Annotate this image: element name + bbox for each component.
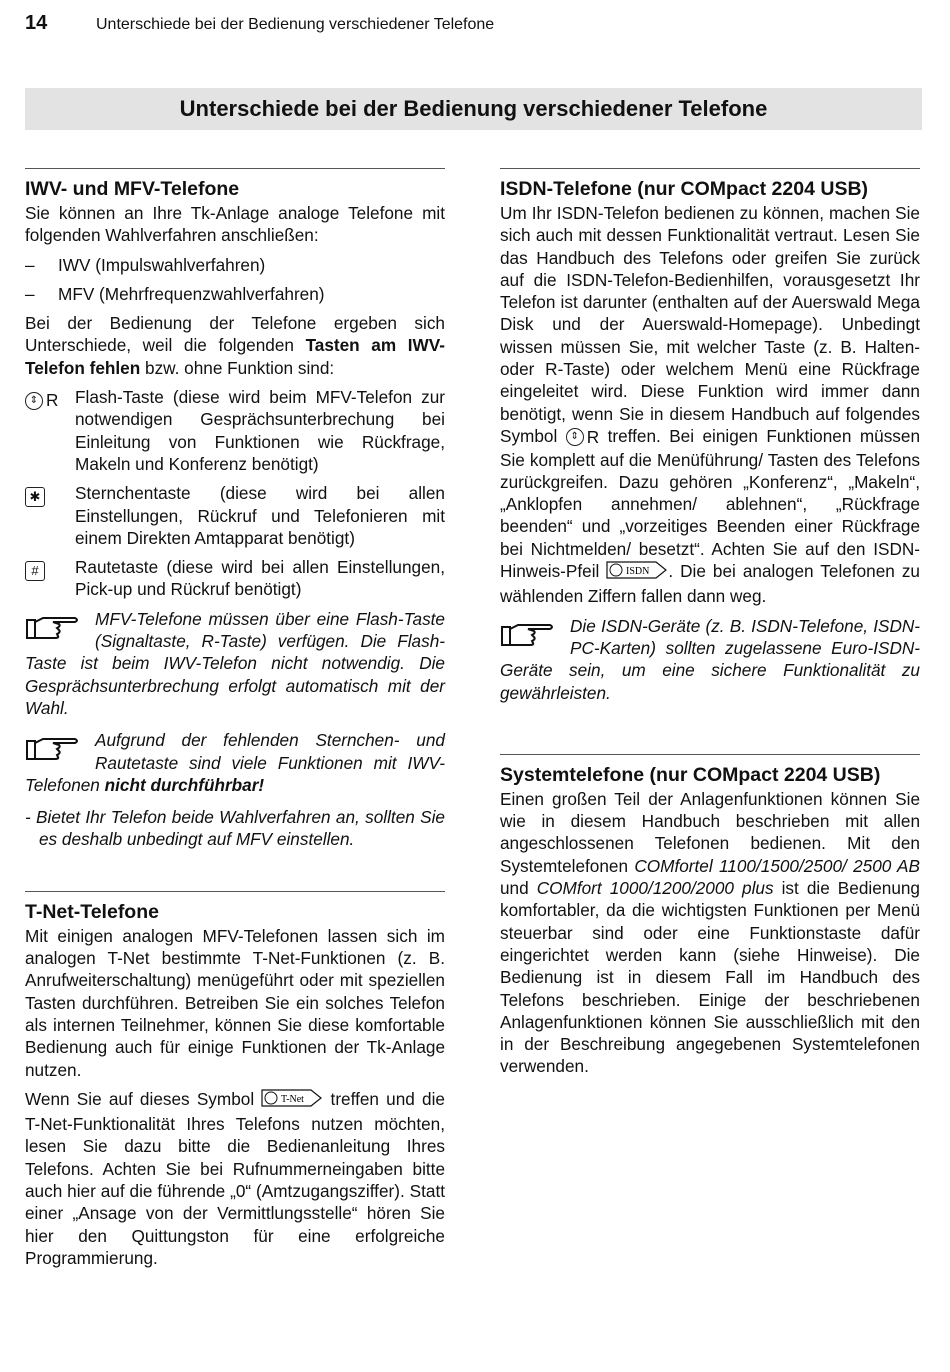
paragraph: Mit einigen analogen MFV-Telefonen lassen sich im analogen T-Net bestimmte T-Net-Funktionen (z. B. Anrufweiterschaltung) menügeführt oder mit speziellen Tasten durchführen. Betreiben Sie ein solches Telefon als internen Teilnehmer, können Sie diese komfortable Bedienung auch für einige Funktionen der Tk-Anlage nutzen. [25,925,445,1080]
pointing-hand-icon [25,610,95,650]
hint-text: - Bietet Ihr Telefon beide Wahlverfahren an, sollten Sie es deshalb unbedingt auf MFV einstellen. [25,807,445,850]
isdn-arrow-icon [606,560,668,585]
tnet-symbol-icon [261,1088,323,1113]
star-key-icon: ✱ [25,482,75,549]
list-item [25,254,445,276]
left-column [25,168,445,1276]
note-missing-keys [25,729,445,796]
paragraph: Wenn Sie auf dieses Symbol T-Net treffen und die T-Net-Funktionalität Ihres Telefons nutzen möchten, lesen Sie dazu bitte die Bedienanleitung Ihres Telefons. Achten Sie bei Rufnummerneingaben bitte auch hier auf die führende „0“ (Amtzugangsziffer). Statt einer „Ansage von der Vermittlungsstelle“ hören Sie hier den Quittungston für eine erfolgreiche Programmierung. [25,1089,445,1268]
note-text: Aufgrund der fehlenden Sternchen- und Rautetaste sind viele Funktionen mit IWV-Telefonen [25,730,445,795]
section-systemtelefone [500,754,920,1078]
pointing-hand-icon [25,731,95,771]
paragraph: Um Ihr ISDN-Telefon bedienen zu können, machen Sie sich auch mit dessen Funktionalität vertraut. Lesen Sie das Handbuch des Telefons oder greifen Sie zurück auf die ISDN-Telefon-Bedienhilfen, vorausgesetzt Ihr Telefon ist darunter (enthalten auf der Auerswald Mega Disk und der Auerswald-Homepage). Unbedingt wissen müssen Sie, mit welcher Taste (z. B. Halten- oder R-Taste) oder welchem Menü eine Rückfrage eingeleitet wird. Diese Funktion wird immer dann benötigt, wenn Sie in diesem Handbuch auf folgendes Symbol ⇕ R treffen. Bei einigen Funktionen müssen Sie komplett auf die Menüführung/ Tasten des Telefons zurückgreifen. Dazu gehören „Konferenz“, „Makeln“, „Anklopfen annehmen/ ablehnen“, „Rückfrage beenden“ und „vorzeitiges Beenden einer Rückfrage bei Nichtmelden/ besetzt“. Achten Sie auf den ISDN-Hinweis-Pfeil ISDN . Die bei analogen Telefonen zu wählenden Ziffern fallen dann weg. [500,203,921,607]
italic-text: COMfort 1000/1200/2000 plus [536,878,774,899]
paragraph: Einen großen Teil der Anlagenfunktionen können Sie wie in diesem Handbuch beschrieben mit allen angeschlossenen Telefonen bedienen. Mit den Systemtelefonen COMfortel 1100/1500/2500/ 2500 AB und COMfort 1000/1200/2000 plus ist die Bedienung komfortabler, da die wichtigsten Funktionen per Menü steuerbar sind oder eine Funktionstaste dafür eingerichtet werden kann (siehe Hinweise). Die Bedienung ist in diesem Fall im Handbuch des Telefons beschrieben. Einige der beschriebenen Anlagenfunktionen können Sie ausschließlich mit den in der Beschreibung angegebenen Systemtelefonen verwenden. [500,788,920,1077]
pointing-hand-icon [500,617,570,657]
svg-text:T-Net: T-Net [281,1093,305,1105]
section-heading: Systemtelefone (nur COMpact 2204 USB) [500,763,881,786]
paragraph: Bei der Bedienung der Telefone ergeben sich Unterschiede, weil die folgenden Tasten am IWV-Telefon fehlen bzw. ohne Funktion sind: [25,313,445,378]
dash-bullet: – [25,254,35,275]
list-item-text: IWV (Impulswahlverfahren) [58,254,266,275]
bold-text: Tasten am IWV-Telefon fehlen [25,335,445,378]
paragraph: Sie können an Ihre Tk-Anlage analoge Telefone mit folgenden Wahlverfahren anschließen: [25,203,445,246]
key-item-flash [25,386,445,475]
key-description: Sternchentaste (diese wird bei allen Einstellungen, Rückruf und Telefonieren mit einem Direkten Amtapparat benötigt) [75,483,445,548]
key-item-star [25,482,445,549]
list-item-text: MFV (Mehrfrequenzwahlverfahren) [58,283,325,304]
key-item-hash [25,556,445,601]
note-text: MFV-Telefone müssen über eine Flash-Taste (Signaltaste, R-Taste) verfügen. Die Flash-Taste ist beim IWV-Telefon nicht notwendig. Die Gesprächsunterbrechung erfolgt automatisch mit der Wahl. [25,608,445,718]
right-column [500,168,920,1085]
section-heading: IWV- und MFV-Telefone [25,178,240,200]
chapter-title: Unterschiede bei der Bedienung verschiedener Telefone [179,96,768,121]
flash-key-icon: ⇕ R [25,386,75,475]
section-heading: T-Net-Telefone [25,900,159,923]
section-heading: ISDN-Telefone (nur COMpact 2204 USB) [500,178,869,200]
section-isdn [500,168,920,704]
section-tnet [25,891,445,1269]
r-key-symbol-icon: ⇕ R [566,426,599,448]
note-isdn [500,615,920,704]
key-description: Flash-Taste (diese wird beim MFV-Telefon zur notwendigen Gesprächsunterbrechung bei Einleitung von Funktionen wie Rückfrage, Makeln und Konferenz benötigt) [75,387,445,474]
running-header: Unterschiede bei der Bedienung verschiedener Telefone [96,16,495,33]
svg-text:ISDN: ISDN [626,566,650,578]
chapter-banner [25,88,922,130]
italic-text: COMfortel 1100/1500/2500/ 2500 AB [634,855,920,876]
page-number: 14 [25,12,48,34]
note-flash [25,608,445,719]
list-item [25,283,445,305]
key-description: Rautetaste (diese wird bei allen Einstellungen, Pick-up und Rückruf benötigt) [75,557,445,600]
note-text: Die ISDN-Geräte (z. B. ISDN-Telefone, ISDN-PC-Karten) sollten zugelassene Euro-ISDN-Geräte sein, um eine sichere Funktionalität zu gewährleisten. [500,615,920,703]
dash-bullet: – [25,283,35,304]
hash-key-icon: # [25,556,75,601]
section-iwv-mfv [25,168,445,851]
bold-text: nicht durchführbar! [104,774,265,795]
